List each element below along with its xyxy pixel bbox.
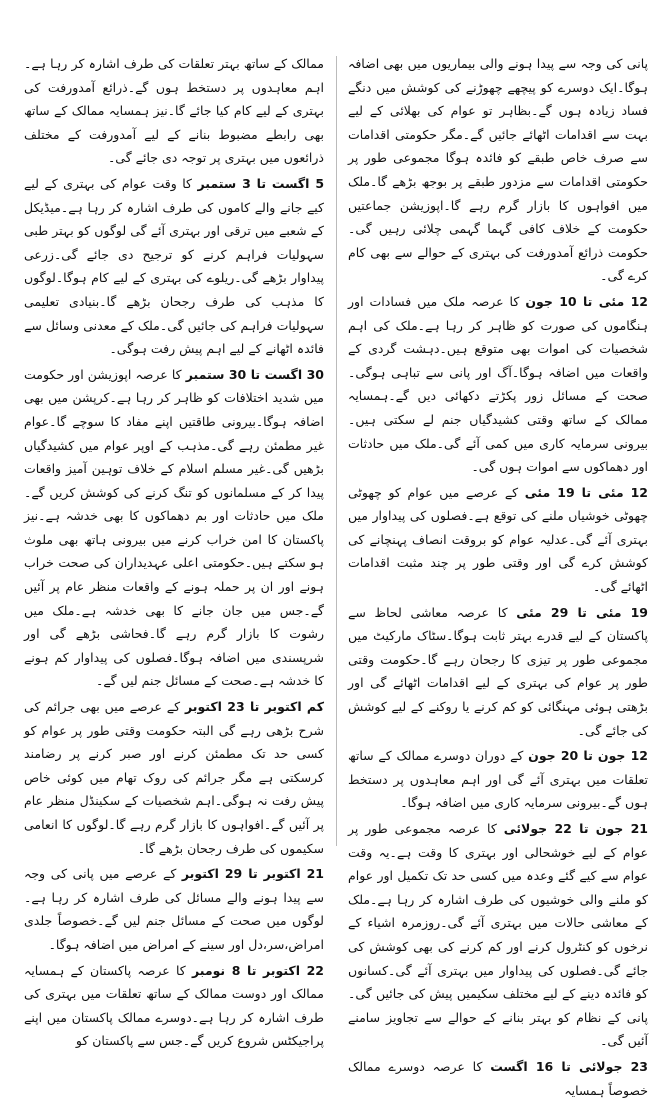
paragraph: [348, 1055, 648, 1102]
paragraph-text: کا عرصہ پاکستان کے ہمسایہ ممالک اور دوست ممالک کے ساتھ تعلقات میں بہتری کی طرف اشارہ کر رہا ہے۔دوسرے ممالک پاکستان میں اپنے پراجیکٹس شروع کریں گے۔جس سے پاکستان کو: [24, 962, 324, 1049]
right-column: [348, 52, 649, 1098]
paragraph: [348, 601, 648, 743]
column-divider: [336, 56, 337, 846]
date-range: 12 مئی تا 10 جون: [525, 293, 648, 309]
date-range: 5 اگست تا 3 ستمبر: [197, 175, 325, 191]
date-range: 12 مئی تا 19 مئی: [524, 484, 648, 500]
paragraph-text: کے عرصے میں بھی جرائم کی شرح بڑھی رہے گی البتہ حکومت وقتی طور پر عوام کو کسی حد تک مطمئن کرنے اور صبر کرنے پر رضامند کرسکتی ہے مگر جرائم کی روک تھام میں کوئی خاص پیش رفت نہ ہوگی۔اہم شخصیات کے سکینڈل منظر عام پر آئیں گے۔افواہوں کا بازار گرم رہے گا۔لوگوں کا انعامی سکیموں کی طرف رجحان بڑھے گا۔: [24, 699, 324, 856]
paragraph: [348, 52, 648, 288]
paragraph-text: کا عرصہ دوسرے ممالک خصوصاً ہمسایہ: [348, 1058, 648, 1098]
paragraph-text: کا عرصہ مجموعی طور پر عوام کے لیے خوشحالی اور بہتری کا وقت ہے۔یہ وقت عوام سے کیے گئے وعدہ میں کسی حد تک تکمیل اور عوام کو ملنے والی خوشیوں کی طرف اشارہ کر رہا ہے۔ملک کے معاشی حالات میں بہتری آئے گی۔روزمرہ اشیاء کے نرخوں کو کنٹرول کرنے اور کم کرنے کی بھی کوشش کی جائے گی۔فصلوں کی پیداوار میں بہتری آئے گی۔کسانوں کو فائدہ دینے کے لیے مختلف سکیمیں پیش کی جائیں گی۔پانی کے نظام کو بہتر بنانے کے حوالے سے تجاویز سامنے آئیں گی۔: [348, 821, 648, 1049]
date-range: 30 اگست تا 30 ستمبر: [185, 366, 324, 382]
paragraph-text: کے عرصے میں پانی کی وجہ سے پیدا ہونے والے مسائل کی طرف اشارہ کر رہا ہے۔لوگوں میں صحت کے مسائل جنم لیں گے۔خصوصاً جلدی امراض،سر،دل اور سینے کے امراض میں اضافہ ہوگا۔: [24, 866, 324, 952]
paragraph-text: کے دوران دوسرے ممالک کے ساتھ تعلقات میں بہتری آئے گی اور اہم معاہدوں پر دستخط ہوں گے۔بیرونی سرمایہ کاری میں اضافہ ہوگا۔: [348, 748, 648, 811]
date-range: 12 جون تا 20 جون: [528, 748, 648, 764]
paragraph-text: پانی کی وجہ سے پیدا ہونے والی بیماریوں میں بھی اضافہ ہوگا۔ایک دوسرے کو پیچھے چھوڑنے کی کوشش میں دنگے فساد زیادہ ہوں گے۔بظاہر تو عوام کی بھلائی کے لیے بہت سے اقدامات اٹھائے جائیں گے۔مگر حکومتی اقدامات سے صرف خاص طبقے کو فائدہ ہوگا مجموعی طور پر حکومتی اقدامات سے مزدور طبقے پر بوجھ بڑھے گا۔ملک میں افواہوں کا بازار گرم رہے گا۔اپوزیشن جماعتیں حکومت کے خلاف کافی گہما گہمی چلائی رہیں گی۔حکومت ذرائع آمدورفت کی بہتری کے حوالے سے بھی کام کرے گی۔: [348, 56, 648, 284]
date-range: 23 جولائی تا 16 اگست: [490, 1058, 649, 1074]
paragraph: [24, 695, 324, 860]
paragraph: [24, 52, 324, 170]
left-column: [24, 52, 325, 1049]
paragraph-text: کا عرصہ معاشی لحاظ سے پاکستان کے لیے قدرے بہتر ثابت ہوگا۔سٹاک مارکیٹ میں مجموعی طور پر تیزی کا رجحان رہے گا۔حکومت وقتی طور پر عوام کی بہتری کے لیے اقدامات اٹھائے گی اور بڑھتی ہوئی مہنگائی کو کم کرنے یا روکنے کے لیے کوشش کی جائے گی۔: [348, 604, 648, 738]
paragraph-text: کے عرصے میں عوام کو چھوٹی چھوٹی خوشیاں ملنے کی توقع ہے۔فصلوں کی پیداوار میں بہتری آئے گی۔عدلیہ عوام کو بروقت انصاف پہنچانے کی کوشش کرے گی اور وقتی طور پر چند مثبت اقدامات اٹھائے گی۔: [348, 484, 648, 595]
paragraph-text: کا عرصہ اپوزیشن اور حکومت میں شدید اختلافات کو ظاہر کر رہا ہے۔کرپشن میں بھی اضافہ ہوگا۔بیرونی طاقتیں اپنے مفاد کا سوچے گا۔عوام غیر مطمئن رہے گی۔مذہب کے اوپر عوام میں کشیدگیاں بڑھیں گی۔غیر مسلم اسلام کے خلاف توہین آمیز واقعات پیدا کر کے مسلمانوں کو تنگ کرنے کی کوشش کریں گے۔ملک میں حادثات اور بم دھماکوں کا بھی خدشہ ہے۔نیز پاکستان کا امن خراب کرنے میں بیرونی ہاتھ بھی ملوث ہو سکتے ہیں۔حکومتی اعلی عہدیداران کی صحت خراب ہونے اور ان پر حملہ ہونے کے واقعات منظر عام پر آئیں گے۔جس میں جان جانے کا بھی خدشہ ہے۔ملک میں رشوت کا بازار گرم رہے گا۔فحاشی بڑھے گی اور شرپسندی میں اضافہ ہوگا۔فصلوں کی پیداوار کم ہونے کا خدشہ ہے۔صحت کے مسائل جنم لیں گے۔: [24, 366, 324, 689]
date-range: کم اکتوبر تا 23 اکتوبر: [185, 699, 324, 715]
date-range: 19 مئی تا 29 مئی: [516, 604, 648, 620]
paragraph-text: کا عرصہ ملک میں فسادات اور ہنگاموں کی صورت کو ظاہر کر رہا ہے۔ملک کی اہم شخصیات کی اموات بھی متوقع ہیں۔دہشت گردی کے واقعات میں اضافہ ہوگا۔آگ اور پانی سے تباہی ہوگی۔صحت کے مسائل زور پکڑتے دکھائی دیں گے۔ہمسایہ ممالک کے ساتھ وقتی کشیدگیاں جنم لے سکتی ہیں۔بیرونی سرمایہ کاری میں کمی آئے گی۔ملک میں حادثات اور دھماکوں سے اموات ہوں گی۔: [348, 293, 648, 475]
date-range: 21 اکتوبر تا 29 اکتوبر: [181, 866, 324, 882]
paragraph-text: ممالک کے ساتھ بہتر تعلقات کی طرف اشارہ کر رہا ہے۔اہم معاہدوں پر دستخط ہوں گے۔ذرائع آمدورفت کی بہتری کے لیے کام کیا جائے گا۔نیز ہمسایہ ممالک کے ساتھ بھی رابطے مضبوط بنانے کے لیے آمدورفت کے مختلف ذرائعوں میں بہتری پر توجہ دی جائے گی۔: [24, 56, 324, 166]
paragraph: [24, 363, 324, 693]
date-range: 22 اکتوبر تا 8 نومبر: [191, 962, 325, 978]
paragraph: [24, 862, 324, 956]
paragraph: [24, 959, 324, 1053]
paragraph: [348, 744, 648, 815]
paragraph: [348, 817, 648, 1053]
paragraph: [348, 290, 648, 479]
document-page: [24, 52, 649, 1098]
date-range: 21 جون تا 22 جولائی: [503, 821, 648, 836]
paragraph-text: کا وقت عوام کی بہتری کے لیے کیے جانے والے کاموں کی طرف اشارہ کر رہا ہے۔میڈیکل کے شعبے میں ترقی اور بہتری آئے گی لوگوں کو بہتر طبی سہولیات فراہم کرنے کو ترجیح دی جائے گی۔زرعی پیداوار بڑھے گی۔ریلوے کی بہتری کے لیے کام ہوگا۔لوگوں کا مذہب کی طرف رجحان بڑھے گا۔بنیادی تعلیمی سہولیات فراہم کی جائیں گی۔ملک کے معدنی وسائل سے فائدہ اٹھانے کے لیے اہم پیش رفت ہوگی۔: [24, 175, 324, 357]
paragraph: [348, 481, 648, 599]
paragraph: [24, 172, 324, 361]
